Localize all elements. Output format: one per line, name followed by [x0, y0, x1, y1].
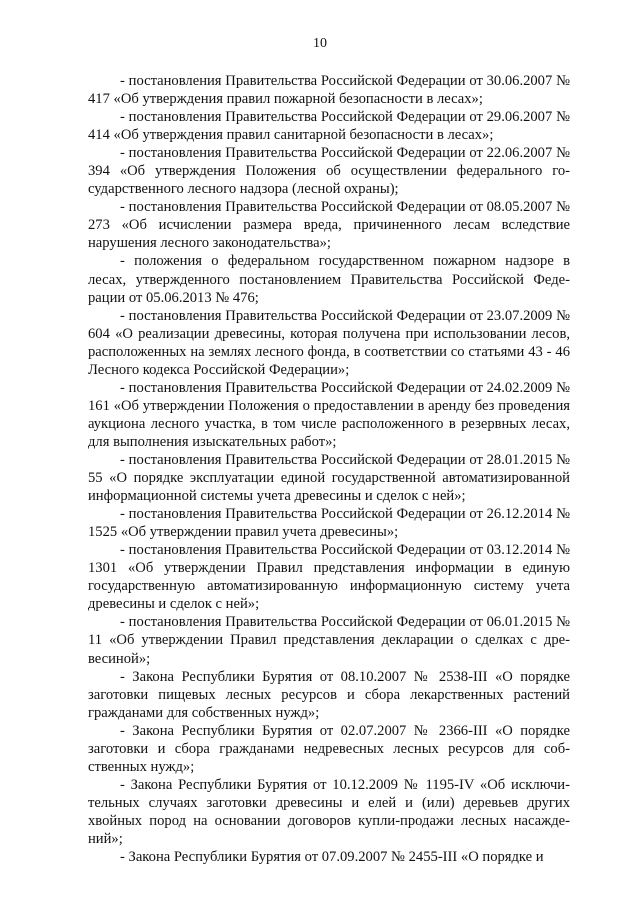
- list-item: - постановления Правительства Российской Федерации от 29.06.2007 № 414 «Об утверждения правил санитарной безопасности в лесах»;: [88, 109, 570, 144]
- list-item: - Закона Республики Бурятия от 07.09.2007 № 2455-III «О порядке и: [120, 849, 544, 866]
- list-item: - постановления Правительства Российской Федерации от 23.07.2009 № 604 «О реализации древесины, которая получена при использовании лесов, расположенных на землях лесного фонда, в соответствии со статьями 43 - 46 Лесного кодекса Российской Федерации»;: [88, 307, 570, 378]
- list-item: - Закона Республики Бурятия от 02.07.2007 № 2366-III «О порядке заготовки и сбора гражданами недревесных лесных ресурсов для собственных нужд»;: [88, 722, 570, 775]
- list-item: - Закона Республики Бурятия от 08.10.2007 № 2538-III «О порядке заготовки пищевых лесных ресурсов и сбора лекарственных растений гражданами для собственных нужд»;: [88, 668, 570, 721]
- list-item: - постановления Правительства Российской Федерации от 06.01.2015 № 11 «Об утверждении Правил представления декларации о сделках с древесиной»;: [88, 614, 570, 667]
- list-item: - постановления Правительства Российской Федерации от 03.12.2014 № 1301 «Об утверждении Правил представления информации в единую государственную автоматизированную информационную систему учета древесины и сделок с ней»;: [88, 542, 570, 613]
- list-item: - постановления Правительства Российской Федерации от 24.02.2009 № 161 «Об утверждении Положения о предоставлении в аренду без проведения аукциона лесного участка, в том числе расположенного в резервных лесах, для выполнения изыскательных работ»;: [88, 379, 570, 450]
- list-item: - постановления Правительства Российской Федерации от 26.12.2014 № 1525 «Об утверждении правил учета древесины»;: [88, 506, 570, 541]
- list-item: - постановления Правительства Российской Федерации от 22.06.2007 № 394 «Об утверждения Положения об осуществлении федерального государственного лесного надзора (лесной охраны);: [88, 145, 570, 198]
- list-item: - постановления Правительства Российской Федерации от 30.06.2007 № 417 «Об утверждения правил пожарной безопасности в лесах»;: [88, 73, 570, 108]
- list-item: - постановления Правительства Российской Федерации от 28.01.2015 № 55 «О порядке эксплуатации единой государственной автоматизированной информационной системы учета древесины и сделок с ней»;: [88, 451, 570, 505]
- list-item: - положения о федеральном государственном пожарном надзоре в лесах, утвержденного постановлением Правительства Российской Федерации от 05.06.2013 № 476;: [88, 253, 570, 306]
- list-item: - Закона Республики Бурятия от 10.12.2009 № 1195-IV «Об исключительных случаях заготовки древесины и елей и (или) деревьев других хвойных пород на основании договоров купли-продажи лесных насаждений»;: [88, 776, 570, 847]
- list-item: - постановления Правительства Российской Федерации от 08.05.2007 № 273 «Об исчислении размера вреда, причиненного лесам вследствие нарушения лесного законодательства»;: [88, 199, 570, 252]
- page-number: 10: [313, 36, 327, 51]
- document-body: [88, 72, 570, 866]
